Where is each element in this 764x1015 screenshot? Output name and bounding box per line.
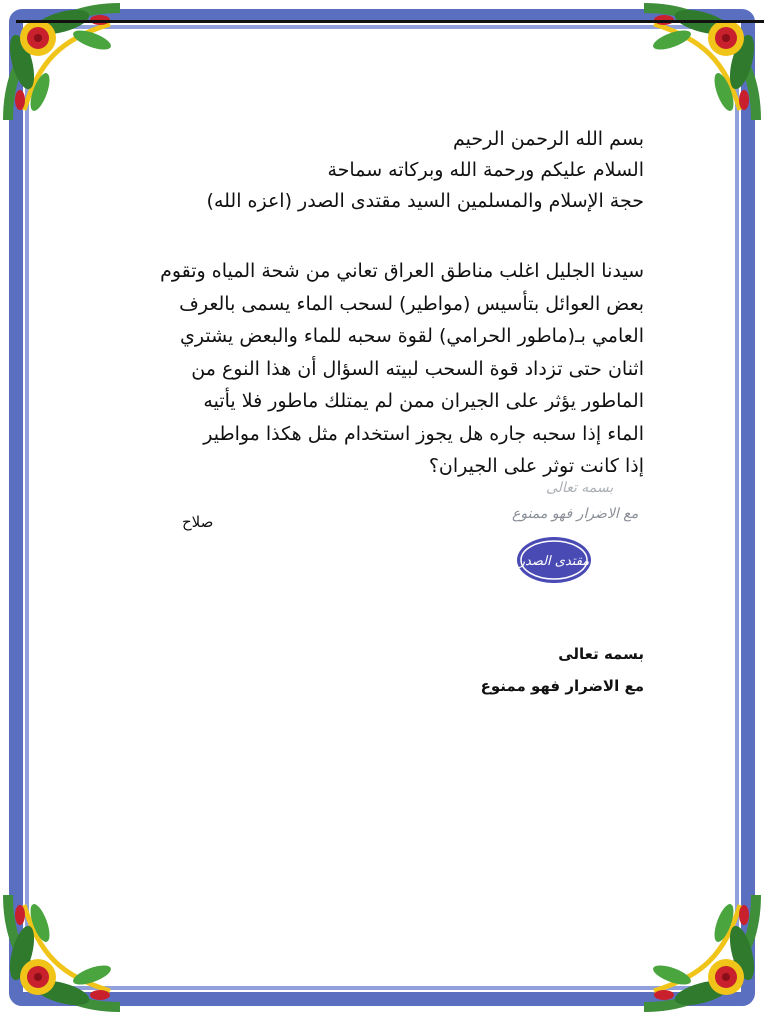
seal-stamp xyxy=(515,535,593,585)
reply-line: مع الاضرار فهو ممنوع xyxy=(480,677,644,695)
reply-line: بسمه تعالى xyxy=(558,645,644,663)
greeting-line: بسم الله الرحمن الرحيم xyxy=(453,128,644,150)
handwritten-note-line: بسمه تعالى xyxy=(546,480,614,496)
greeting-line: حجة الإسلام والمسلمين السيد مقتدى الصدر (اعزه الله) xyxy=(206,190,644,212)
greeting-line: السلام عليكم ورحمة الله وبركاته سماحة xyxy=(327,159,644,181)
greeting-block xyxy=(84,124,644,217)
body-line: سيدنا الجليل اغلب مناطق العراق تعاني من شحة المياه وتقوم xyxy=(160,260,644,282)
body-line: اثنان حتى تزداد قوة السحب لبيته السؤال أن هذا النوع من xyxy=(191,357,644,380)
svg-text:مقتدى الصدر: مقتدى الصدر xyxy=(518,554,590,569)
body-line: الماء إذا سحبه جاره هل يجوز استخدام مثل هكذا مواطير xyxy=(203,422,644,445)
top-rule xyxy=(16,20,764,23)
body-line: إذا كانت توثر على الجيران؟ xyxy=(428,455,644,477)
body-line: العامي بـ(ماطور الحرامي) لقوة سحبه للماء والبعض يشتري xyxy=(180,325,644,347)
body-line: الماطور يؤثر على الجيران ممن لم يمتلك ماطور فلا يأتيه xyxy=(203,390,644,412)
body-line: بعض العوائل بتأسيس (مواطير) لسحب الماء يسمى بالعرف xyxy=(179,292,644,315)
sender-name: صلاح xyxy=(182,513,214,531)
question-body xyxy=(8,255,644,483)
handwritten-note-line: مع الاضرار فهو ممنوع xyxy=(512,506,639,522)
reply-block xyxy=(344,638,644,702)
